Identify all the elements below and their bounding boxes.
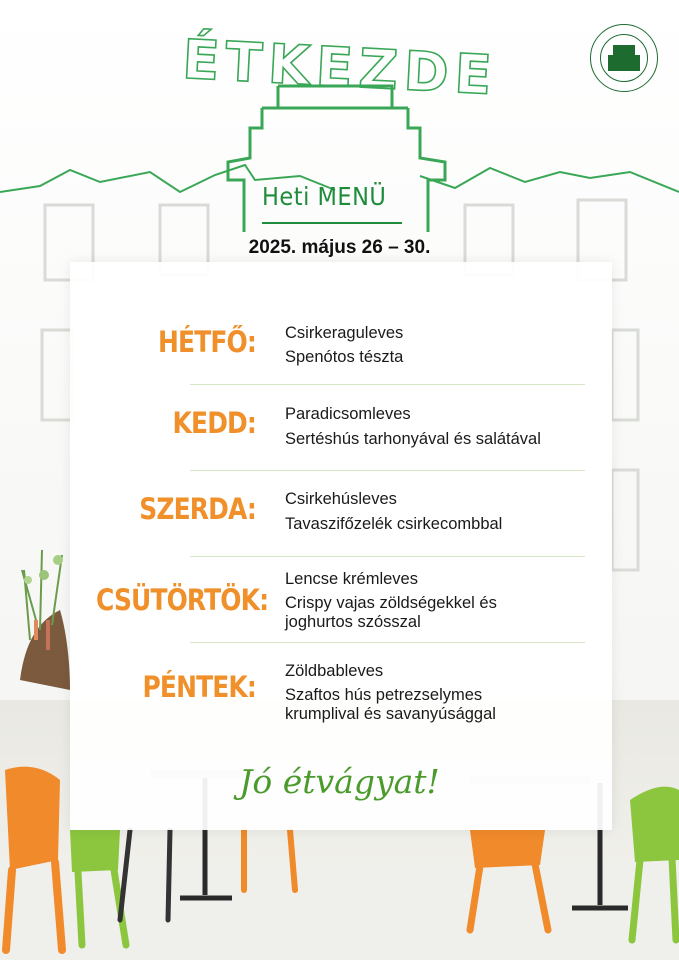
day-wednesday: SZERDA: — [139, 492, 256, 526]
menu-label-underline — [262, 222, 402, 224]
dish-friday-3: krumplival és savanyúsággal — [285, 705, 496, 723]
day-thursday: CSÜTÖRTÖK: — [96, 583, 269, 617]
separator — [190, 642, 585, 643]
dish-wednesday-2: Tavaszifőzelék csirkecombbal — [285, 515, 503, 533]
page-title-graphic — [150, 8, 530, 118]
greeting-text: Jó étvágyat! — [239, 762, 440, 801]
dish-monday-2: Spenótos tészta — [285, 348, 404, 366]
dish-thursday-2: Crispy vajas zöldségekkel és — [285, 594, 497, 612]
day-monday: HÉTFŐ: — [158, 325, 256, 359]
page-title: ÉTKEZDE — [180, 27, 500, 108]
school-seal-icon — [590, 24, 658, 92]
weekly-menu-label: Heti MENÜ — [262, 182, 387, 211]
dish-thursday-3: joghurtos szósszal — [285, 613, 421, 631]
separator — [190, 384, 585, 385]
day-tuesday: KEDD: — [172, 406, 256, 440]
dish-tuesday-1: Paradicsomleves — [285, 405, 411, 423]
school-building-icon — [600, 34, 648, 82]
separator — [190, 556, 585, 557]
date-range: 2025. május 26 – 30. — [248, 237, 431, 258]
dish-friday-1: Zöldbableves — [285, 662, 384, 680]
dish-thursday-1: Lencse krémleves — [285, 570, 418, 588]
dish-wednesday-1: Csirkehúsleves — [285, 490, 397, 508]
dish-friday-2: Szaftos hús petrezselymes — [285, 686, 483, 704]
dish-monday-1: Csirkeraguleves — [285, 324, 404, 342]
day-friday: PÉNTEK: — [142, 670, 256, 704]
separator — [190, 470, 585, 471]
dish-tuesday-2: Sertéshús tarhonyával és salátával — [285, 430, 541, 448]
